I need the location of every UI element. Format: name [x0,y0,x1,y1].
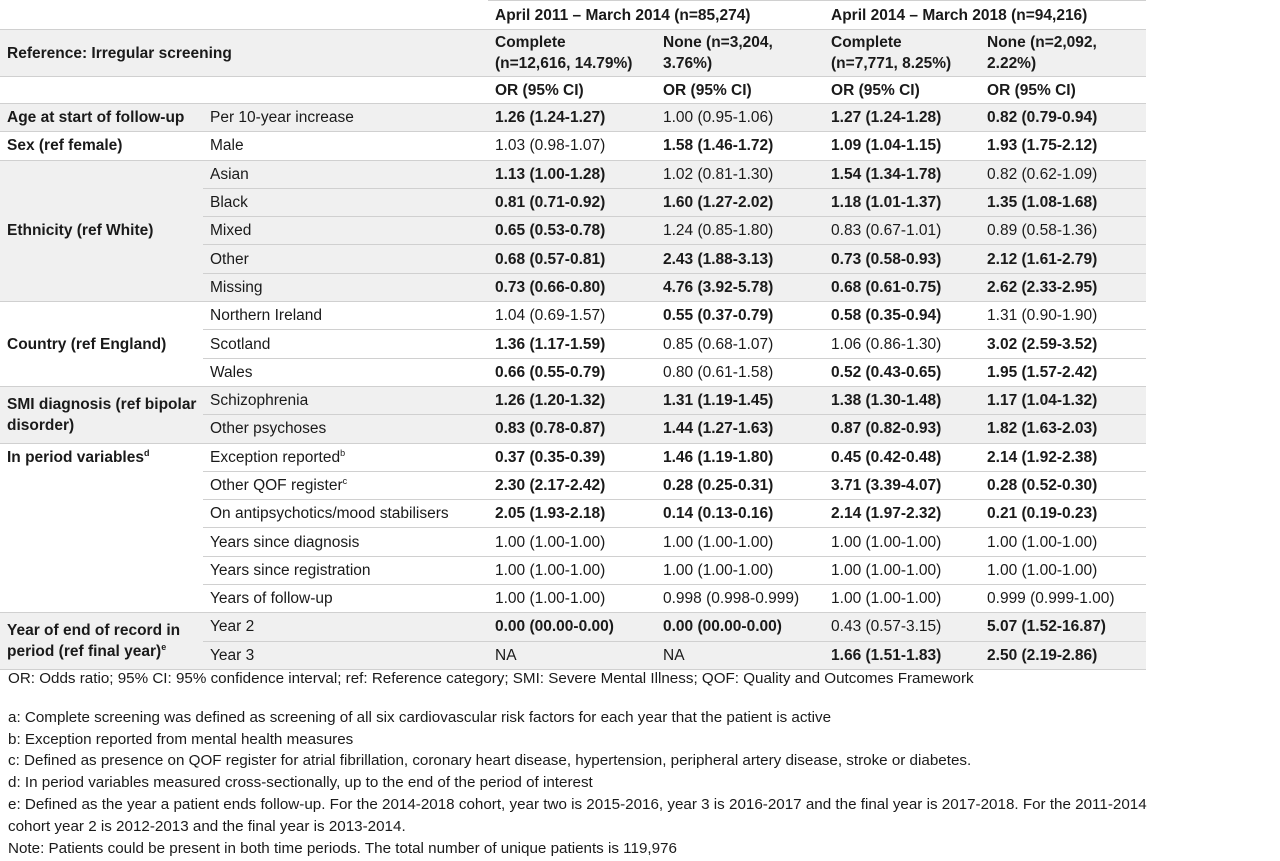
or-label: OR (95% CI) [656,77,824,104]
cell: 1.00 (1.00-1.00) [980,556,1146,584]
col-complete-2014 [824,30,980,77]
header-empty [203,77,488,104]
cell: 0.83 (0.67-1.01) [824,217,980,245]
header-empty [203,1,488,30]
cell: 0.37 (0.35-0.39) [488,443,656,471]
cell: 1.60 (1.27-2.02) [656,188,824,216]
cell: 1.95 (1.57-2.42) [980,358,1146,386]
row-label: Years since diagnosis [203,528,488,556]
cell: 0.82 (0.62-1.09) [980,160,1146,188]
row-label: Year 3 [203,641,488,669]
row-label: Year 2 [203,613,488,641]
row-label: Wales [203,358,488,386]
cell: 2.43 (1.88-3.13) [656,245,824,273]
footnote-e: e: Defined as the year a patient ends follow-up. For the 2014-2018 cohort, year two is 2015-2016, year 3 is 2016-2017 and the final year is 2017-2018. For the 2011-2014 [8,795,1147,813]
table-row [0,443,1146,471]
row-label: Missing [203,273,488,301]
cell: 1.00 (1.00-1.00) [488,528,656,556]
header-empty [0,1,203,30]
or-label: OR (95% CI) [824,77,980,104]
col-count: 3.76%) [663,55,713,72]
cell: 1.26 (1.20-1.32) [488,386,656,414]
cell: 0.21 (0.19-0.23) [980,500,1146,528]
footnotes [8,668,1272,859]
cell: 0.81 (0.71-0.92) [488,188,656,216]
col-title: None (n=2,092, [987,34,1097,51]
col-title: Complete [495,34,566,51]
row-label: Northern Ireland [203,302,488,330]
table-row [0,386,1146,414]
row-label: Black [203,188,488,216]
table-row [0,160,1146,188]
footnote-marker: b [340,447,346,458]
cell: 0.45 (0.42-0.48) [824,443,980,471]
cell: 3.02 (2.59-3.52) [980,330,1146,358]
footnote-marker: d [143,447,150,458]
col-none-2014 [980,30,1146,77]
cell: 2.05 (1.93-2.18) [488,500,656,528]
cell: 1.31 (1.19-1.45) [656,386,824,414]
cell: 1.00 (0.95-1.06) [656,104,824,132]
group-label-year [0,613,203,670]
footnote-e-continued: cohort year 2 is 2012-2013 and the final year is 2013-2014. [8,817,406,835]
cell: 0.85 (0.68-1.07) [656,330,824,358]
col-count: 2.22%) [987,55,1037,72]
cell: 0.28 (0.25-0.31) [656,471,824,499]
cell: 0.52 (0.43-0.65) [824,358,980,386]
cell: 1.09 (1.04-1.15) [824,132,980,160]
row-label: Male [203,132,488,160]
cell: 0.73 (0.58-0.93) [824,245,980,273]
group-label-period [0,443,203,613]
cell: 1.82 (1.63-2.03) [980,415,1146,443]
cell: 1.24 (0.85-1.80) [656,217,824,245]
table-row [0,302,1146,330]
cell: 1.26 (1.24-1.27) [488,104,656,132]
cell: 1.06 (0.86-1.30) [824,330,980,358]
cell: 2.62 (2.33-2.95) [980,273,1146,301]
header-empty [0,77,203,104]
col-complete-2011 [488,30,656,77]
cell: NA [656,641,824,669]
row-label: Other psychoses [203,415,488,443]
cell: 1.03 (0.98-1.07) [488,132,656,160]
cell: 0.28 (0.52-0.30) [980,471,1146,499]
table-row [0,132,1146,160]
cell: 0.00 (00.00-0.00) [656,613,824,641]
row-label-text: Exception reported [210,448,341,466]
cell: 1.00 (1.00-1.00) [824,528,980,556]
row-label [203,471,488,499]
row-label: Other [203,245,488,273]
cell: 1.17 (1.04-1.32) [980,386,1146,414]
row-label: Years of follow-up [203,585,488,613]
cell: 3.71 (3.39-4.07) [824,471,980,499]
col-none-2011 [656,30,824,77]
cell: 1.13 (1.00-1.28) [488,160,656,188]
cell: 1.35 (1.08-1.68) [980,188,1146,216]
footnote-marker: c [342,475,348,486]
cell: 0.43 (0.57-3.15) [824,613,980,641]
cell: 0.87 (0.82-0.93) [824,415,980,443]
or-label: OR (95% CI) [980,77,1146,104]
cell: 0.89 (0.58-1.36) [980,217,1146,245]
cell: 0.00 (00.00-0.00) [488,613,656,641]
row-label: Years since registration [203,556,488,584]
cell: 4.76 (3.92-5.78) [656,273,824,301]
row-label: Mixed [203,217,488,245]
cell: 0.58 (0.35-0.94) [824,302,980,330]
cell: 1.38 (1.30-1.48) [824,386,980,414]
cell: 0.999 (0.999-1.00) [980,585,1146,613]
cell: 1.27 (1.24-1.28) [824,104,980,132]
group-label-sex: Sex (ref female) [0,132,203,160]
cell: 0.82 (0.79-0.94) [980,104,1146,132]
cell: 0.80 (0.61-1.58) [656,358,824,386]
cell: 2.14 (1.97-2.32) [824,500,980,528]
cell: 2.14 (1.92-2.38) [980,443,1146,471]
cell: 1.00 (1.00-1.00) [656,556,824,584]
cell: 0.55 (0.37-0.79) [656,302,824,330]
row-label: Per 10-year increase [203,104,488,132]
cell: 1.66 (1.51-1.83) [824,641,980,669]
period-2014-2018-header: April 2014 – March 2018 (n=94,216) [824,1,1146,30]
cell: 1.00 (1.00-1.00) [488,556,656,584]
group-label-ethnicity: Ethnicity (ref White) [0,160,203,301]
cell: 2.50 (2.19-2.86) [980,641,1146,669]
table-row [0,613,1146,641]
cell: 0.83 (0.78-0.87) [488,415,656,443]
period-2011-2014-header: April 2011 – March 2014 (n=85,274) [488,1,824,30]
footnote-d: d: In period variables measured cross-sectionally, up to the end of the period of interest [8,774,593,792]
cell: 1.31 (0.90-1.90) [980,302,1146,330]
group-label-text: Year of end of record in period (ref final year) [7,622,181,661]
cell: 1.00 (1.00-1.00) [980,528,1146,556]
cell: 0.68 (0.57-0.81) [488,245,656,273]
unique-patients-note: Note: Patients could be present in both time periods. The total number of unique patients is 119,976 [8,839,677,857]
cell: 1.04 (0.69-1.57) [488,302,656,330]
footnote-c: c: Defined as presence on QOF register for atrial fibrillation, coronary heart disease, hypertension, peripheral artery disease, stroke or diabetes. [8,752,972,770]
cell: 2.30 (2.17-2.42) [488,471,656,499]
group-label-smi: SMI diagnosis (ref bipolar disorder) [0,386,203,443]
footnote-b: b: Exception reported from mental health measures [8,730,354,748]
cell: 1.02 (0.81-1.30) [656,160,824,188]
table-row [0,104,1146,132]
footnote-marker: e [161,641,167,652]
group-label-text: In period variables [7,448,144,466]
row-label [203,443,488,471]
cell: 0.73 (0.66-0.80) [488,273,656,301]
or-label: OR (95% CI) [488,77,656,104]
col-title: None (n=3,204, [663,34,773,51]
col-count: (n=7,771, 8.25%) [831,55,952,72]
cell: 1.36 (1.17-1.59) [488,330,656,358]
cell: 1.44 (1.27-1.63) [656,415,824,443]
cell: 1.18 (1.01-1.37) [824,188,980,216]
cell: 1.00 (1.00-1.00) [488,585,656,613]
row-label: Schizophrenia [203,386,488,414]
col-count: (n=12,616, 14.79%) [495,55,633,72]
abbreviations-note: OR: Odds ratio; 95% CI: 95% confidence interval; ref: Reference category; SMI: Severe Mental Illness; QOF: Quality and Outcomes Framework [8,670,974,687]
group-label-country: Country (ref England) [0,302,203,387]
cell: 1.00 (1.00-1.00) [656,528,824,556]
cell: 5.07 (1.52-16.87) [980,613,1146,641]
cell: 1.46 (1.19-1.80) [656,443,824,471]
reference-label: Reference: Irregular screening [0,30,488,77]
cell: 0.998 (0.998-0.999) [656,585,824,613]
cell: 1.00 (1.00-1.00) [824,585,980,613]
cell: 0.66 (0.55-0.79) [488,358,656,386]
cell: NA [488,641,656,669]
row-label-text: Other QOF register [210,477,343,494]
row-label: Scotland [203,330,488,358]
cell: 0.68 (0.61-0.75) [824,273,980,301]
group-label-age: Age at start of follow-up [0,104,203,132]
cell: 0.14 (0.13-0.16) [656,500,824,528]
row-label: On antipsychotics/mood stabilisers [203,500,488,528]
row-label: Asian [203,160,488,188]
cell: 1.93 (1.75-2.12) [980,132,1146,160]
footnote-a: a: Complete screening was defined as screening of all six cardiovascular risk factors for each year that the patient is active [8,708,832,726]
cell: 1.58 (1.46-1.72) [656,132,824,160]
cell: 1.00 (1.00-1.00) [824,556,980,584]
cell: 0.65 (0.53-0.78) [488,217,656,245]
col-title: Complete [831,34,902,51]
cell: 1.54 (1.34-1.78) [824,160,980,188]
cell: 2.12 (1.61-2.79) [980,245,1146,273]
